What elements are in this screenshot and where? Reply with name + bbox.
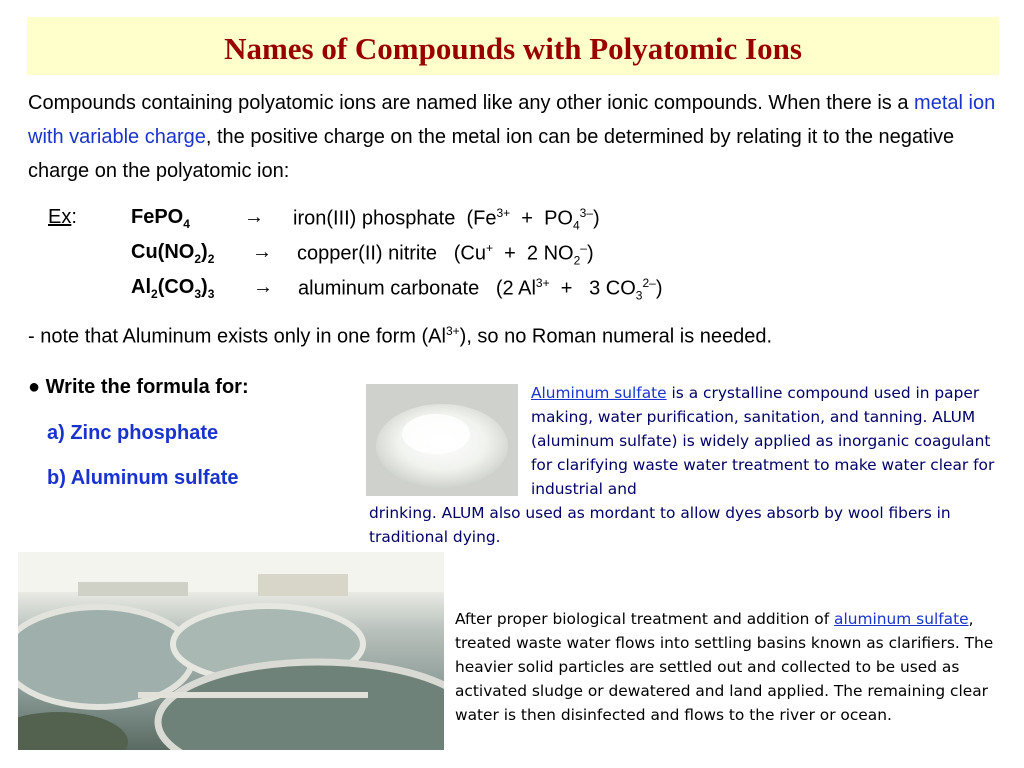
intro-paragraph: [28, 86, 1003, 188]
caption-aluminum-sulfate-continued: drinking. ALUM also used as mordant to allow dyes absorb by wool fibers in traditional dying.: [369, 504, 951, 546]
example-3-formula: $Al_2(CO_3)_3$: [131, 276, 215, 301]
example-label-text: Ex: [48, 206, 72, 228]
water-treatment-plant-image: [18, 552, 444, 750]
bullet-icon: ●: [28, 376, 41, 398]
aluminum-sulfate-powder-image: [366, 384, 518, 496]
clarifier-illustration: [18, 552, 444, 750]
example-3-name: aluminum carbonate (2 $Al^{3+}$ + 3 $CO_3^{2-}$): [298, 276, 663, 303]
powder-illustration: [366, 384, 518, 496]
example-1-formula: FePO$_4$: [131, 206, 190, 231]
example-label: [48, 206, 77, 229]
example-2-name: copper(II) nitrite (Cu+ + 2 $NO_2^-$): [297, 241, 594, 268]
caption-aluminum-sulfate: Aluminum sulfate is a crystalline compound used in paper making, water purification, sanitation, and tanning. ALUM (aluminum sulfate) is widely applied as inorganic coagulant for clarifying waste water treatment to make water clear for industrial and: [531, 384, 995, 498]
example-3-arrow: →: [253, 276, 273, 298]
intro-text-1: Compounds containing polyatomic ions are named like any other ionic compounds. When there is a: [28, 92, 915, 114]
question-b: b) Aluminum sulfate: [47, 467, 239, 489]
caption-term: Aluminum sulfate: [531, 384, 667, 402]
example-label-colon: :: [71, 206, 77, 228]
example-2-formula: $Cu(NO_2)_2$: [131, 241, 215, 266]
example-1-name: iron(III) phosphate $(Fe^{3+} + PO_4^{3-})$: [293, 206, 600, 233]
example-2-arrow: →: [252, 241, 272, 263]
note-text: - note that Aluminum exists only in one form $(Al^{3+})$, so no Roman numeral is needed.: [28, 324, 773, 348]
caption-clarifiers: After proper biological treatment and addition of aluminum sulfate, treated waste water flows into settling basins known as clarifiers. The heavier solid particles are settled out and collected to be used as activated sludge or dewatered and land applied. The remaining clear water is then disinfected and flows to the river or ocean.: [455, 610, 994, 724]
title-bar: [27, 17, 999, 75]
caption2-term: aluminum sulfate: [834, 610, 969, 628]
question-a: a) Zinc phosphate: [47, 422, 219, 444]
intro-highlight: metal ion with variable charge: [28, 92, 996, 148]
question-prompt: ● Write the formula for:: [28, 376, 249, 398]
example-1-arrow: →: [244, 206, 264, 228]
page-title: Names of Compounds with Polyatomic Ions: [224, 31, 802, 66]
intro-text-2: , the positive charge on the metal ion can be determined by relating it to the negative charge on the polyatomic ion:: [28, 126, 955, 182]
